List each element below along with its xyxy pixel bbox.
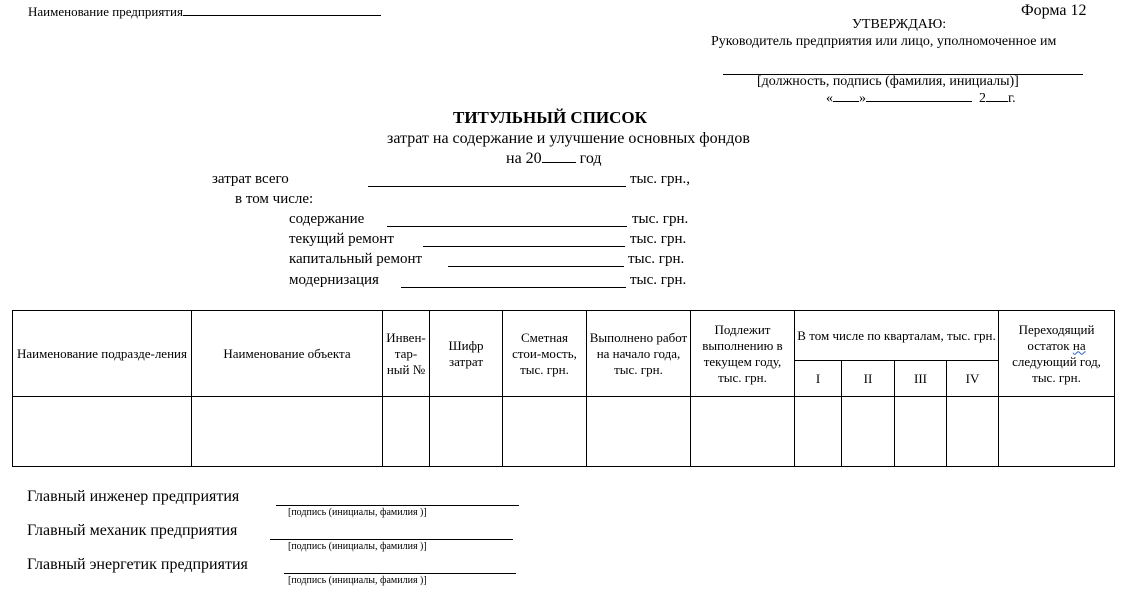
- title-list-table: [12, 310, 1115, 467]
- header-quarter-4: IV: [947, 361, 999, 397]
- signature-mechanic-line[interactable]: [270, 539, 513, 540]
- table-cell[interactable]: [383, 397, 430, 467]
- header-quarter-2: II: [842, 361, 895, 397]
- date-day-blank[interactable]: [833, 101, 859, 102]
- cost-item-label: содержание: [289, 211, 365, 227]
- table-cell[interactable]: [503, 397, 587, 467]
- signature-engineer-caption: [подпись (инициалы, фамилия )]: [288, 507, 427, 518]
- cost-item-blank[interactable]: [448, 266, 624, 267]
- cost-item-blank[interactable]: [387, 226, 627, 227]
- remainder-text-na: на: [1072, 337, 1086, 353]
- table-cell[interactable]: [999, 397, 1115, 467]
- title-year-prefix: на 20: [506, 150, 542, 167]
- signature-energetic-label: Главный энергетик предприятия: [27, 556, 248, 573]
- cost-item-label: модернизация: [289, 272, 379, 288]
- date-year-blank[interactable]: [986, 101, 1008, 102]
- cost-item-unit: тыс. грн.: [630, 231, 687, 247]
- header-work-done: Выполнено работ на начало года, тыс. грн.: [587, 311, 691, 397]
- table-cell[interactable]: [691, 397, 795, 467]
- cost-total-label: затрат всего: [212, 171, 289, 187]
- header-inventory-number: Инвен-тар-ный №: [383, 311, 430, 397]
- table-cell[interactable]: [947, 397, 999, 467]
- cost-total-blank[interactable]: [368, 186, 626, 187]
- form-number: Форма 12: [1021, 2, 1087, 19]
- date-month-blank[interactable]: [866, 101, 972, 102]
- cost-item-unit: тыс. грн.: [628, 251, 685, 267]
- header-quarter-1: I: [795, 361, 842, 397]
- table-cell[interactable]: [842, 397, 895, 467]
- enterprise-name-blank[interactable]: [183, 15, 381, 16]
- header-remainder: [999, 311, 1115, 397]
- header-work-due: Подлежит выполнению в текущем году, тыс. грн.: [691, 311, 795, 397]
- title-year-row: [506, 150, 602, 168]
- approve-heading: УТВЕРЖДАЮ:: [852, 17, 947, 32]
- table-cell[interactable]: [13, 397, 192, 467]
- cost-including-label: в том числе:: [235, 191, 314, 207]
- cost-item-unit: тыс. грн.: [632, 211, 689, 227]
- header-estimated-cost: Сметная стои-мость, тыс. грн.: [503, 311, 587, 397]
- remainder-text-b: следующий год, тыс. грн.: [1012, 353, 1101, 385]
- signature-mechanic-caption: [подпись (инициалы, фамилия )]: [288, 541, 427, 552]
- page-title: ТИТУЛЬНЫЙ СПИСОК: [453, 108, 647, 127]
- table-cell[interactable]: [895, 397, 947, 467]
- cost-item-blank[interactable]: [423, 246, 625, 247]
- header-quarters: В том числе по кварталам, тыс. грн.: [795, 311, 999, 361]
- header-subdivision: Наименование подразде-ления: [13, 311, 192, 397]
- cost-item-label: капитальный ремонт: [289, 251, 423, 267]
- cost-total-unit: тыс. грн.,: [630, 171, 690, 187]
- approval-date: [826, 91, 1016, 107]
- date-suffix: г.: [1008, 91, 1016, 106]
- page-subtitle: затрат на содержание и улучшение основных фондов: [387, 130, 750, 147]
- date-year-prefix: 2: [979, 91, 986, 106]
- header-cost-code: Шифр затрат: [430, 311, 503, 397]
- cost-item-unit: тыс. грн.: [630, 272, 687, 288]
- table-cell[interactable]: [192, 397, 383, 467]
- enterprise-name-row: [28, 4, 381, 20]
- table-cell[interactable]: [795, 397, 842, 467]
- signature-mechanic-label: Главный механик предприятия: [27, 522, 238, 539]
- signature-energetic-caption: [подпись (инициалы, фамилия )]: [288, 575, 427, 586]
- title-year-suffix: год: [579, 150, 602, 167]
- table-row: [13, 397, 1115, 467]
- cost-item-blank[interactable]: [401, 287, 626, 288]
- header-quarter-3: III: [895, 361, 947, 397]
- date-close-quote: »: [859, 91, 866, 106]
- signature-engineer-label: Главный инженер предприятия: [27, 488, 240, 505]
- signature-engineer-line[interactable]: [276, 505, 519, 506]
- table-cell[interactable]: [430, 397, 503, 467]
- table-cell[interactable]: [587, 397, 691, 467]
- title-year-blank[interactable]: [542, 162, 576, 163]
- cost-item-label: текущий ремонт: [289, 231, 394, 247]
- approver-signature-caption: [должность, подпись (фамилия, инициалы)]: [757, 74, 1019, 89]
- approver-title: Руководитель предприятия или лицо, уполномоченное им: [711, 34, 1057, 49]
- signature-energetic-line[interactable]: [284, 573, 516, 574]
- enterprise-name-label: Наименование предприятия: [28, 4, 183, 19]
- remainder-text-a: Переходящий остаток: [1018, 321, 1095, 353]
- date-open-quote: «: [826, 91, 833, 106]
- header-object: Наименование объекта: [192, 311, 383, 397]
